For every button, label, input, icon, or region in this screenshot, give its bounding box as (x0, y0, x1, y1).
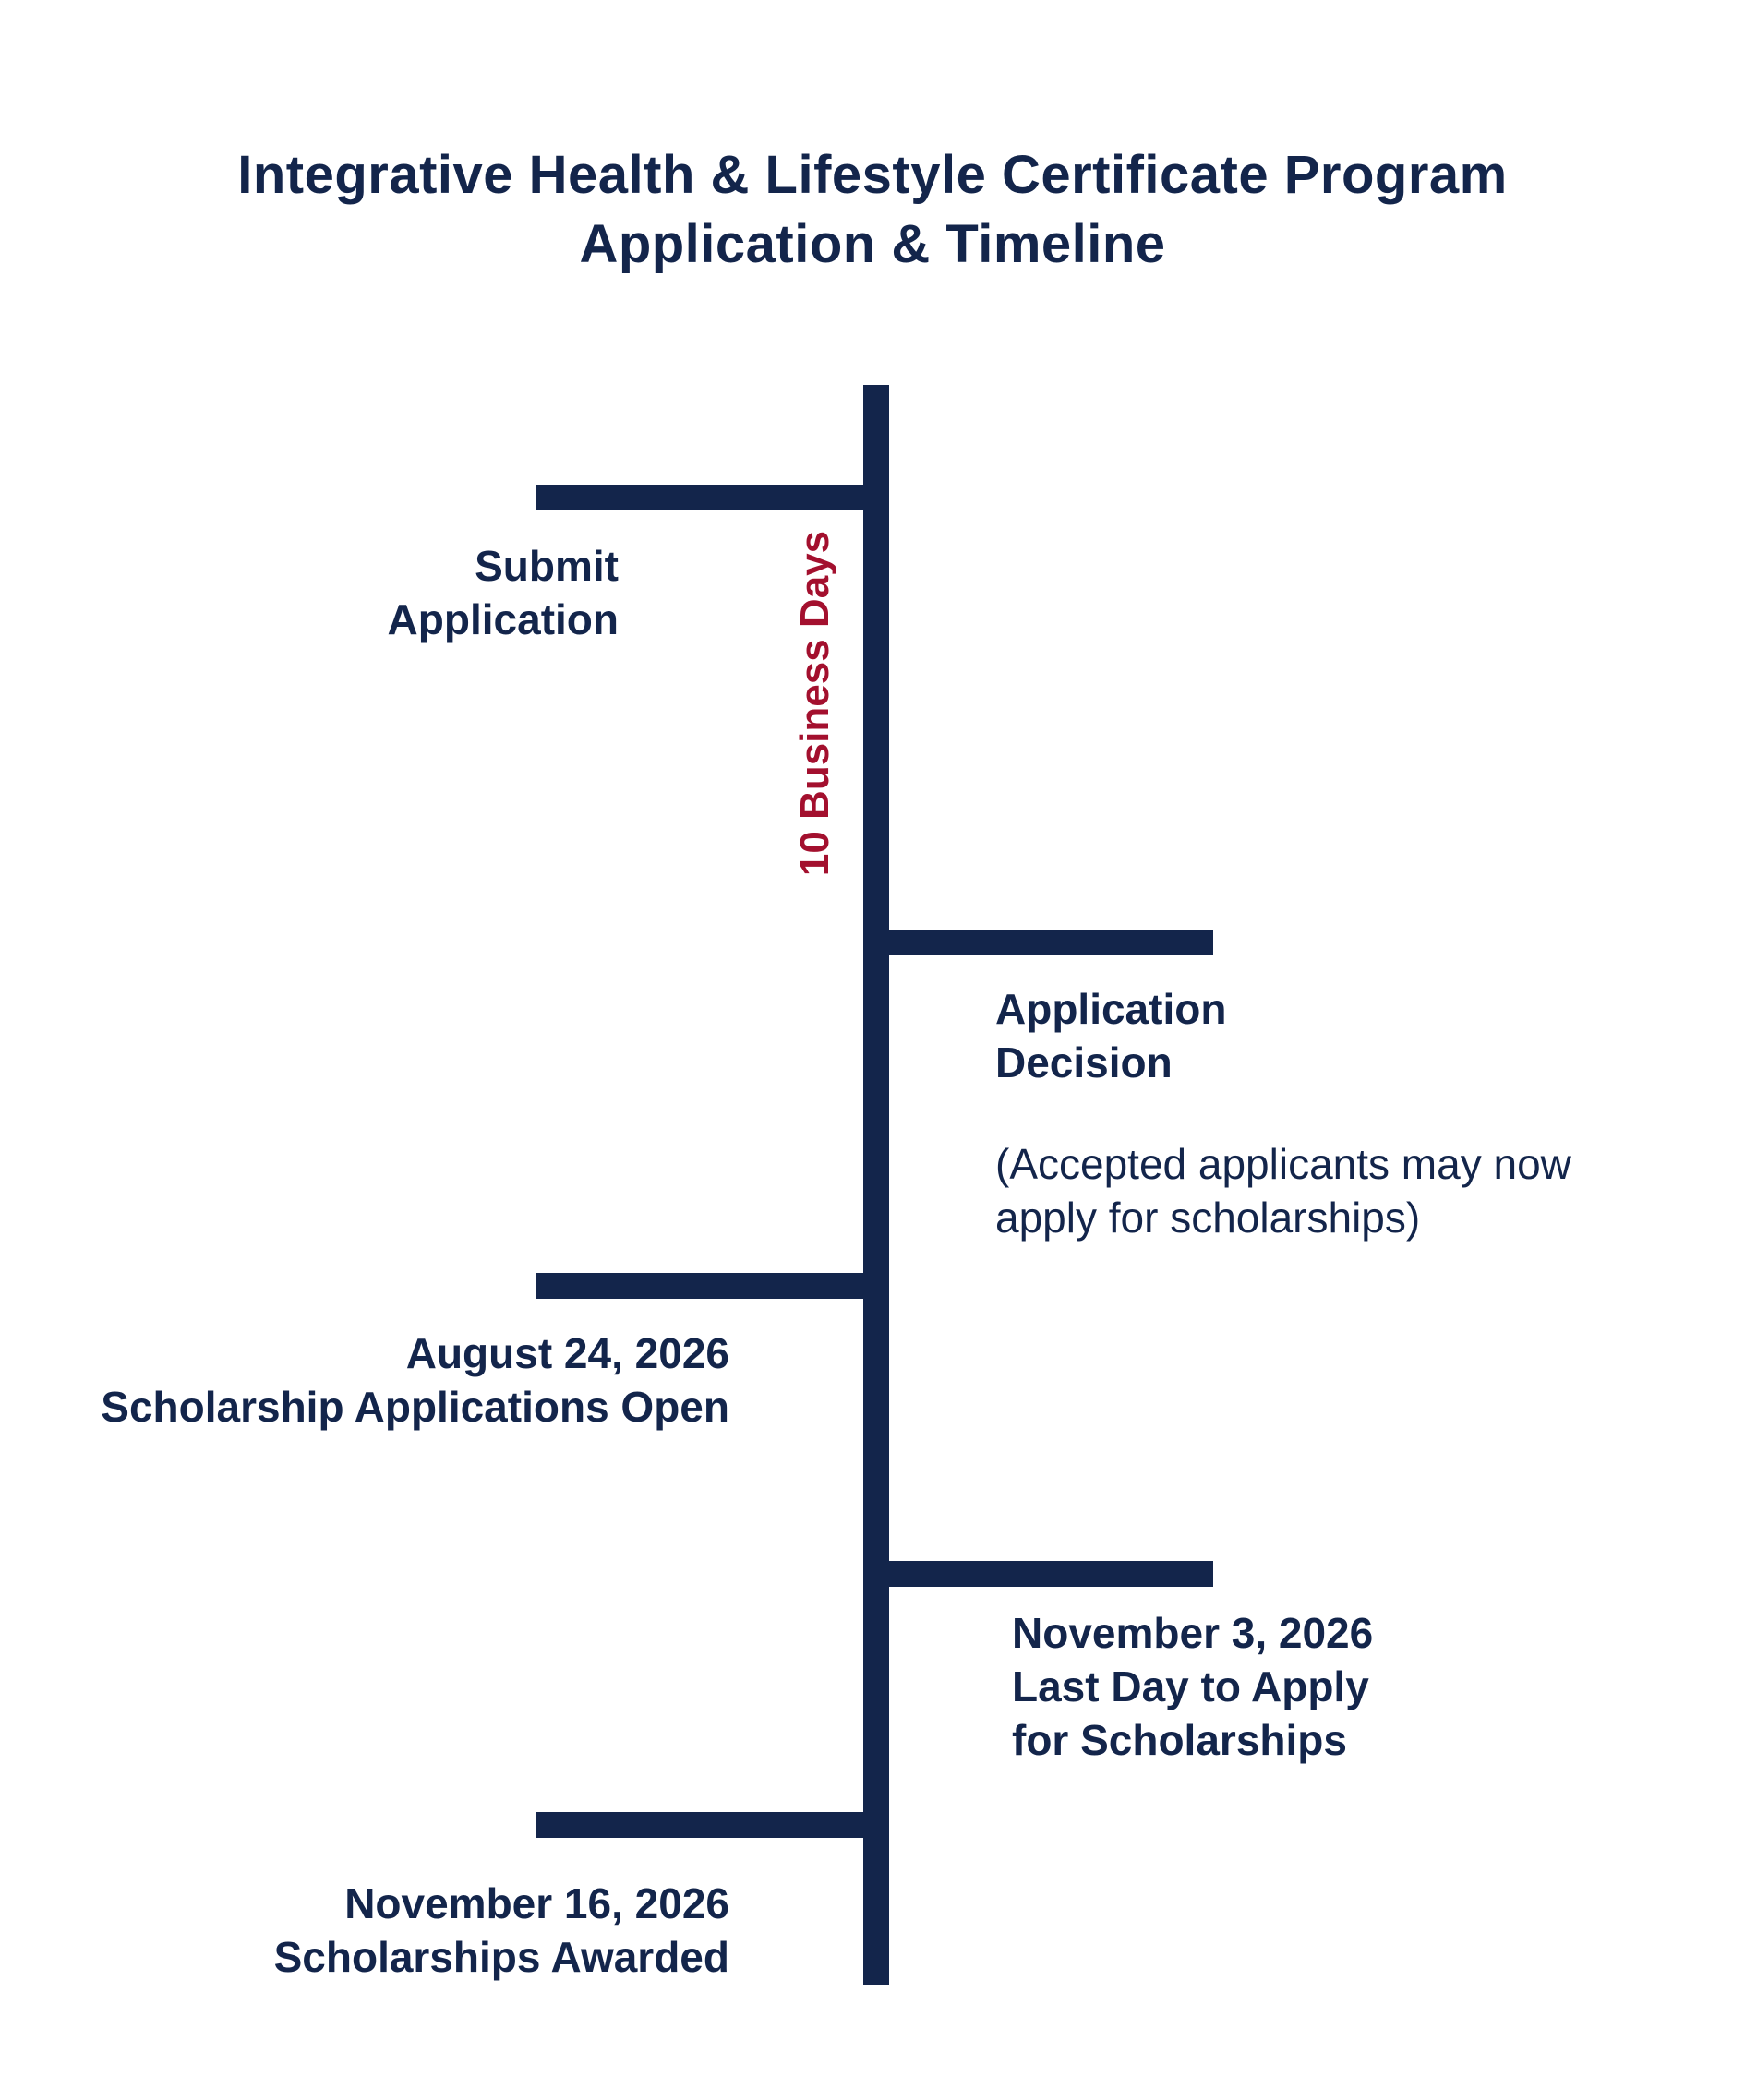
milestone-tick-scholarship-open (536, 1273, 878, 1299)
milestone-tick-scholarship-deadline (877, 1561, 1213, 1587)
milestone-note-decision (995, 1137, 1571, 1244)
milestone-label-decision (995, 982, 1226, 1089)
milestone-note-line: (Accepted applicants may now (995, 1140, 1571, 1188)
milestone-label-line: Decision (995, 1038, 1173, 1086)
milestone-label-line: Scholarships Awarded (273, 1933, 729, 1981)
page-subtitle: Application & Timeline (579, 214, 1166, 274)
milestone-tick-awarded (536, 1812, 878, 1838)
milestone-label-line: for Scholarships (1012, 1716, 1347, 1764)
milestone-label-line: November 16, 2026 (344, 1879, 729, 1927)
milestone-label-line: Scholarship Applications Open (101, 1383, 729, 1431)
milestone-label-scholarship-deadline (1012, 1606, 1373, 1767)
milestone-label-scholarship-open (101, 1326, 729, 1434)
milestone-label-line: Application (995, 985, 1227, 1033)
milestone-label-line: Application (387, 595, 619, 643)
milestone-label-line: November 3, 2026 (1012, 1609, 1374, 1657)
page-title: Integrative Health & Lifestyle Certificate Program (237, 145, 1508, 205)
milestone-tick-decision (877, 930, 1213, 955)
timeline-spine (863, 385, 889, 1985)
duration-label: 10 Business Days (792, 530, 837, 877)
milestone-label-line: Submit (475, 542, 619, 590)
milestone-label-line: August 24, 2026 (405, 1329, 729, 1377)
milestone-label-line: Last Day to Apply (1012, 1662, 1369, 1710)
milestone-tick-submit (536, 485, 878, 510)
milestone-note-line: apply for scholarships) (995, 1194, 1421, 1242)
milestone-label-awarded (274, 1877, 729, 1984)
milestone-label-submit (388, 539, 619, 646)
